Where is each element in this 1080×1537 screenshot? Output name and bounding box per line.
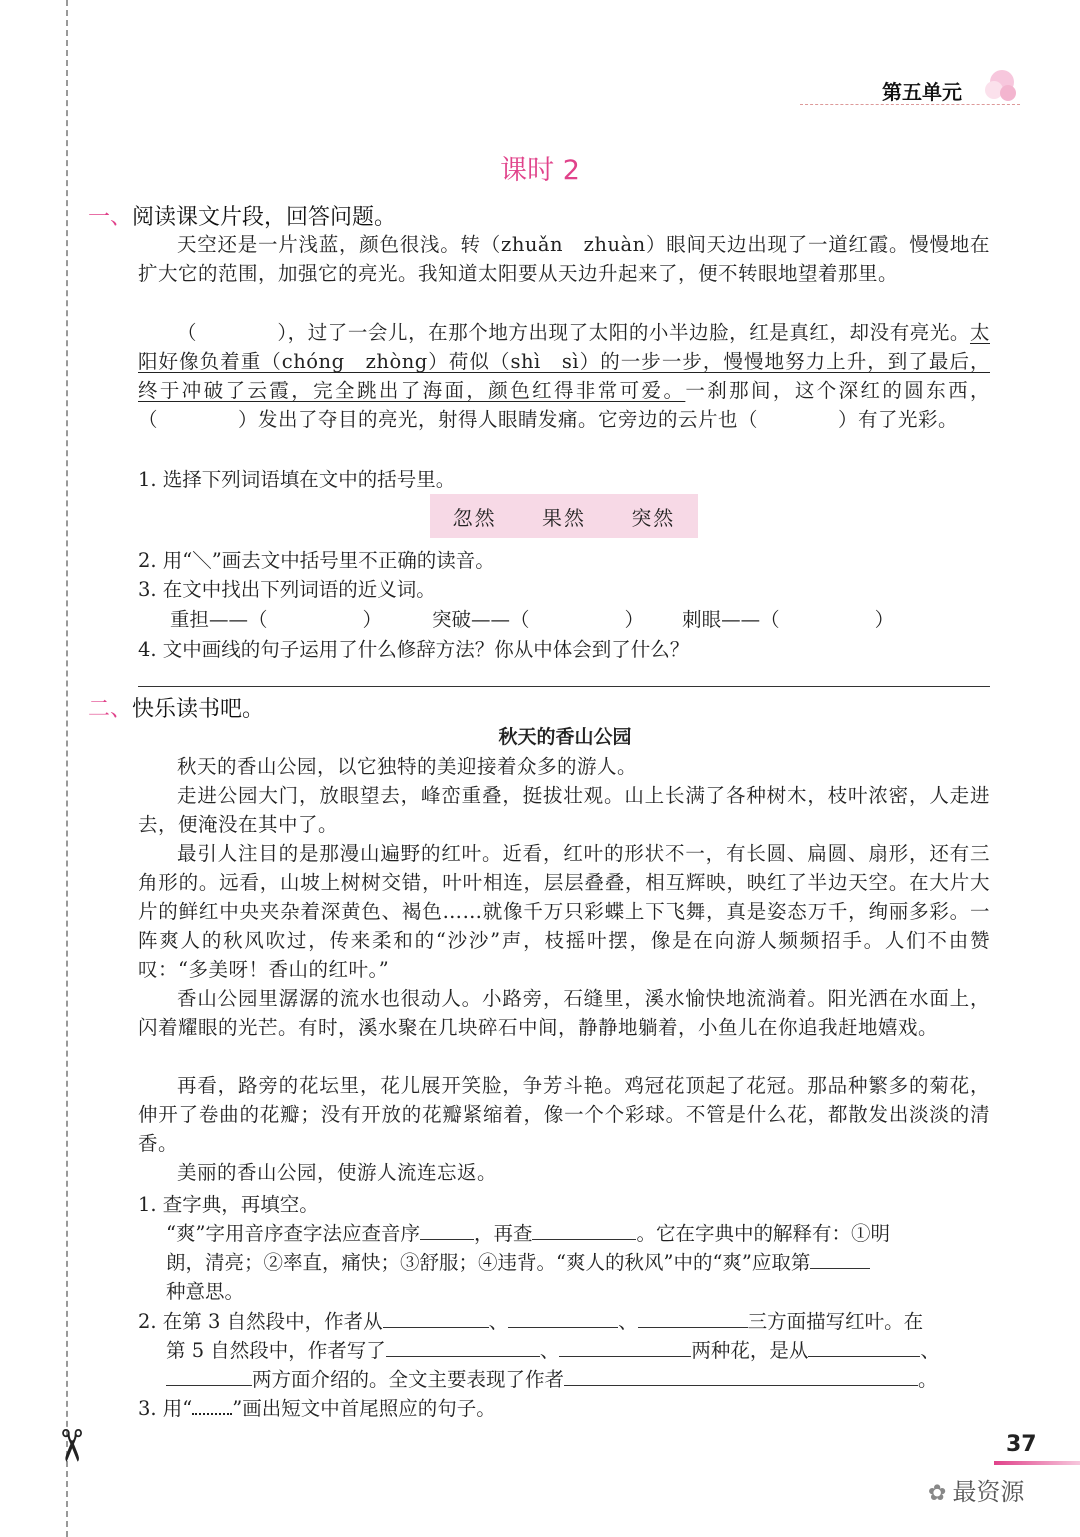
story-para: 最引人注目的是那漫山遍野的红叶。近看，红叶的形状不一，有长圆、扁圆、扇形，还有三角形的。远看，山坡上树树交错，叶叶相连，层层叠叠，相互辉映，映红了半边天空。在大片大片的鲜红中央夹杂着深黄色、褐色……就像千万只彩蝶上下飞舞，真是姿态万千，绚丽多彩。一阵爽人的秋风吹过，传来柔和的“沙沙”声，枝摇叶摆，像是在向游人频频招手。人们不由赞叹：“多美呀！香山的红叶。” bbox=[138, 842, 990, 981]
question-text: 朗，清亮；②率直，痛快；③舒服；④违背。“爽人的秋风”中的“爽”应取第 bbox=[166, 1251, 811, 1274]
fill-blank[interactable] bbox=[383, 1309, 489, 1328]
question-2-2-line2 bbox=[166, 1335, 940, 1363]
word-option: 突然 bbox=[631, 505, 676, 530]
wechat-icon: ✿ bbox=[928, 1481, 947, 1506]
question-1-3: 3. 在文中找出下列词语的近义词。 bbox=[138, 578, 436, 601]
question-2-2-line1 bbox=[138, 1306, 923, 1334]
page-number: 37 bbox=[1006, 1432, 1037, 1457]
section1-number: 一、 bbox=[88, 205, 133, 230]
fill-blank[interactable] bbox=[564, 1367, 918, 1386]
story-para: 香山公园里潺潺的流水也很动人。小路旁，石缝里，溪水愉快地流淌着。阳光洒在水面上，闪着耀眼的光芒。有时，溪水聚在几块碎石中间，静静地躺着，小鱼儿在你追我赶地嬉戏。 bbox=[138, 987, 990, 1039]
fill-blank[interactable] bbox=[166, 1367, 252, 1386]
story-para: 再看，路旁的花坛里，花儿展开笑脸，争芳斗艳。鸡冠花顶起了花冠。那品种繁多的菊花，伸开了卷曲的花瓣；没有开放的花瓣紧缩着，像一个个彩球。不管是什么花，都散发出淡淡的清香。 bbox=[138, 1074, 990, 1155]
question-text: 、 bbox=[539, 1339, 560, 1362]
lesson-title: 课时 2 bbox=[500, 155, 580, 186]
synonym-prompt: 重担——（ bbox=[170, 608, 268, 631]
question-text: 、 bbox=[618, 1310, 638, 1333]
question-text: 。它在字典中的解释有：①明 bbox=[636, 1222, 890, 1245]
watermark bbox=[928, 1472, 1024, 1507]
story-para: 美丽的香山公园，使游人流连忘返。 bbox=[177, 1161, 498, 1184]
watermark-text: 最资源 bbox=[952, 1478, 1025, 1506]
section1-title: 阅读课文片段，回答问题。 bbox=[132, 205, 397, 230]
header-divider bbox=[800, 104, 1020, 105]
question-text: 第 5 自然段中，作者写了 bbox=[166, 1339, 386, 1362]
section2-number: 二、 bbox=[88, 697, 133, 722]
word-option: 果然 bbox=[541, 505, 586, 530]
question-2-2-line3 bbox=[166, 1364, 938, 1392]
fill-blank[interactable] bbox=[386, 1338, 540, 1357]
passage1-para1: 天空还是一片浅蓝，颜色很浅。转（zhuǎn zhuàn）眼间天边出现了一道红霞。慢慢地在扩大它的范围，加强它的亮光。我知道太阳要从天边升起来了，便不转眼地望着那里。 bbox=[138, 233, 990, 285]
page-number-bar bbox=[994, 1461, 1080, 1465]
section2-title: 快乐读书吧。 bbox=[132, 697, 265, 722]
fill-blank[interactable] bbox=[808, 1338, 920, 1357]
flower-icon bbox=[980, 66, 1020, 106]
fill-blank[interactable] bbox=[420, 1221, 474, 1240]
question-text: 。 bbox=[918, 1368, 938, 1391]
question-1-2: 2. 用“＼”画去文中括号里不正确的读音。 bbox=[138, 549, 495, 572]
question-text: ，再查 bbox=[473, 1222, 533, 1245]
paren-close: ） bbox=[624, 608, 645, 631]
passage1-para2-start: （ ），过了一会儿，在那个地方出现了太阳的小半边脸，红是真红，却没有亮光。 bbox=[177, 321, 970, 344]
question-1-1: 1. 选择下列词语填在文中的括号里。 bbox=[138, 468, 456, 491]
word-choice-box bbox=[430, 494, 698, 538]
synonym-row bbox=[170, 604, 894, 632]
answer-line[interactable] bbox=[138, 686, 990, 687]
question-2-3 bbox=[138, 1393, 496, 1421]
fill-blank[interactable] bbox=[532, 1221, 636, 1240]
question-text: “爽”字用音序查字法应查音序 bbox=[166, 1222, 420, 1245]
question-2-1: 1. 查字典，再填空。 bbox=[138, 1193, 319, 1216]
question-text: 3. 用“ bbox=[138, 1397, 193, 1420]
wavy-line-icon bbox=[192, 1405, 232, 1415]
fill-blank[interactable] bbox=[508, 1309, 618, 1328]
paren-close: ） bbox=[874, 608, 895, 631]
unit-label: 第五单元 bbox=[882, 80, 962, 104]
scissors-icon: ✂ bbox=[44, 1427, 96, 1464]
passage1-para2-end: 一刹那间，这个深红的圆东西，（ ）发出了夺目的亮光，射得人眼睛发痛。它旁边的云片也（ ）有了光彩。 bbox=[138, 379, 990, 431]
cut-line bbox=[66, 0, 68, 1537]
underlined-sentence: 太阳好像负着重（chóng zhòng）荷似（shì sì）的一步一步，慢慢地努力上升，到了最后，终于冲破了云霞，完全跳出了海面，颜色红得非常可爱。 bbox=[138, 321, 990, 402]
word-option: 忽然 bbox=[452, 505, 497, 530]
question-text: 两种花，是从 bbox=[691, 1339, 809, 1362]
fill-blank[interactable] bbox=[559, 1338, 691, 1357]
passage1-para2 bbox=[138, 318, 990, 434]
question-2-1-line2 bbox=[166, 1247, 870, 1275]
story-title: 秋天的香山公园 bbox=[498, 726, 632, 748]
fill-blank[interactable] bbox=[638, 1309, 748, 1328]
section2-heading bbox=[88, 692, 264, 723]
question-text: ”画出短文中首尾照应的句子。 bbox=[232, 1397, 496, 1420]
synonym-prompt: 突破——（ bbox=[432, 608, 530, 631]
story-para: 秋天的香山公园，以它独特的美迎接着众多的游人。 bbox=[177, 755, 638, 778]
question-1-4: 4. 文中画线的句子运用了什么修辞方法？你从中体会到了什么？ bbox=[138, 638, 690, 661]
synonym-prompt: 刺眼——（ bbox=[682, 608, 780, 631]
question-text: 三方面描写红叶。在 bbox=[747, 1310, 924, 1333]
question-2-1-line1 bbox=[166, 1218, 890, 1246]
fill-blank[interactable] bbox=[810, 1250, 870, 1269]
question-text: 、 bbox=[920, 1339, 940, 1362]
question-2-1-line3: 种意思。 bbox=[166, 1280, 245, 1303]
paren-close: ） bbox=[362, 608, 383, 631]
question-text: 2. 在第 3 自然段中，作者从 bbox=[138, 1310, 383, 1333]
section1-heading bbox=[88, 200, 396, 231]
question-text: 、 bbox=[488, 1310, 509, 1333]
story-para: 走进公园大门，放眼望去，峰峦重叠，挺拔壮观。山上长满了各种树木，枝叶浓密，人走进去，便淹没在其中了。 bbox=[138, 784, 990, 836]
question-text: 两方面介绍的。全文主要表现了作者 bbox=[252, 1368, 565, 1391]
